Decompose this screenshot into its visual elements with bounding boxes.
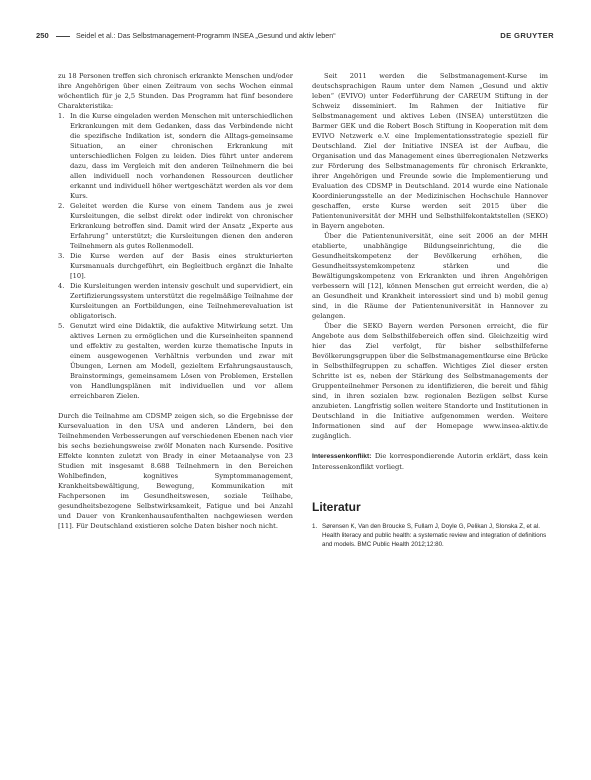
list-item: [58, 281, 293, 321]
list-text: Genutzt wird eine Didaktik, die aufaktive Mitwirkung setzt. Um aktives Lernen zu ermöglichen und die Kurseinheiten spannend und effektiv zu gestalten, werden kurze thematische Inputs in einem ausgewogenen Verhältnis verbunden und zwar mit Übungen, Lernen am Modell, gezieltem Erfahrungsaustausch, Brainstormings, gemeinsamem Lösen von Problemen, Erstellen von Handlungsplänen mit individuellen und vor allem erreichbaren Zielen.: [70, 322, 293, 400]
list-number: 4.: [58, 282, 65, 290]
conflict-label: Interessenkonflikt:: [312, 453, 372, 460]
list-text: Die Kurse werden auf der Basis eines strukturierten Kursmanuals durchgeführt, ein Begleitbuch ergänzt die Inhalte [10].: [70, 252, 293, 280]
conflict-of-interest: [312, 451, 548, 472]
running-title-text: Seidel et al.: Das Selbstmanagement-Programm INSEA „Gesund und aktiv leben“: [76, 31, 336, 40]
publisher-logo: DE GRUYTER: [500, 31, 554, 40]
header-dash: [56, 36, 70, 37]
list-text: In die Kurse eingeladen werden Menschen mit unterschiedlichen Erkrankungen mit dem Gedanken, dass das Verbindende nicht die spezifische Indikation ist, sondern die Alltags-gemeinsame Situation, an einer chronischen Erkrankung mit unterschiedlichen Folgen zu leiden. Dies führt unter anderem dazu, dass im Vergleich mit den anderen Teilnehmern die bei allen individuell noch vorhandenen Ressourcen deutlicher erkannt und individuell höher wertgeschätzt werden als vor dem Kurs.: [70, 112, 293, 200]
conflict-text: Die korrespondierende Autorin erklärt, dass kein Interessenkonflikt vorliegt.: [312, 452, 548, 471]
reference-item: [312, 522, 548, 549]
list-number: 2.: [58, 202, 65, 210]
list-number: 3.: [58, 252, 65, 260]
list-number: 1.: [58, 112, 65, 120]
results-paragraph: Durch die Teilnahme am CDSMP zeigen sich, so die Ergebnisse der Kursevaluation in den USA und anderen Ländern, bei den Teilnehmenden Verbesserungen auf verschiedenen Ebenen nach vier bis sechs beziehungsweise zwölf Monaten nach Kursende. Positive Effekte konnten zuletzt von Brady in einer Metaanalyse von 23 Studien mit insgesamt 8.688 Teilnehmern in den Bereichen Wohlbefinden, kognitives Symptommanagement, Krankheitsbewältigung, Bewegung, Kommunikation mit Fachpersonen im Gesundheitswesen, soziale Teilhabe, gesundheitsbezogene Selbstwirksamkeit, Fatigue und bei Anzahl und Dauer von Krankenhausaufenthalten nachgewiesen werden [11]. Für Deutschland existieren solche Daten bisher noch nicht.: [58, 412, 293, 530]
paragraph-gap: [312, 441, 548, 451]
paragraph-gap: [58, 401, 293, 411]
intro-paragraph: zu 18 Personen treffen sich chronisch erkrankte Menschen und/oder ihre Angehörigen über einen Zeitraum von sechs Wochen einmal wöchentlich für je 2,5 Stunden. Das Programm hat fünf besondere Charakteristika:: [58, 72, 293, 110]
list-text: Die Kursleitungen werden intensiv geschult und supervidiert, ein Zertifizierungssystem unterstützt die regelmäßige Teilnahme der Kursleitungen an Fortbildungen, eine Teilnehmerevaluation ist obligatorisch.: [70, 282, 293, 320]
reference-text: Sørensen K, Van den Broucke S, Fullam J, Doyle G, Pelikan J, Slonska Z, et al. Health literacy and public health: a systematic review and integration of definitions and models. BMC Public Health 2012;12:80.: [322, 523, 547, 548]
references-heading: Literatur: [312, 500, 361, 514]
reference-number: 1.: [312, 523, 318, 530]
page-number: 250: [36, 31, 49, 40]
list-item: [58, 251, 293, 281]
left-column: [58, 71, 293, 531]
list-item: [58, 321, 293, 401]
list-number: 5.: [58, 322, 65, 330]
body-paragraph: Über die Patientenuniversität, eine seit 2006 an der MHH etablierte, unabhängige Bildungseinrichtung, die die Gesundheitskompetenz der Bevölkerung erhöhen, die Gesundheitssystemkompetenz stärken und die Bewältigungskompetenz von Erkrankten und ihren Angehörigen verbessern will [12], können Menschen gut erreicht werden, die a) an Gesundheit und Krankheit interessiert sind und b) mobil genug sind, in die Räume der Patientenuniversität in Hannover zu gelangen.: [312, 232, 548, 320]
characteristics-list: [58, 111, 293, 401]
body-paragraph: Über die SEKO Bayern werden Personen erreicht, die für Angebote aus dem Selbsthilfebereich offen sind. Gleichzeitig wird hier das Ziel verfolgt, für bisher selbsthilfeferne Bevölkerungsgruppen über die Selbstmanagementkurse eine Brücke in Selbsthilfegruppen zu schaffen. Wichtiges Ziel dieser ersten Schritte ist es, neben der Stärkung des Selbstmanagements der Gruppenteilnehmer Personen zu identifizieren, die bereit und fähig sind, in ihren sozialen bzw. regionalen Bezügen selbst Kurse anzubieten. Langfristig sollen weitere Standorte und Institutionen in Deutschland in die Initiative aufgenommen werden. Weitere Informationen sind auf der Homepage www.insea-aktiv.de zugänglich.: [312, 322, 548, 440]
list-item: [58, 111, 293, 201]
list-text: Geleitet werden die Kurse von einem Tandem aus je zwei Kursleitungen, die selbst direkt oder indirekt von chronischer Erkrankung betroffen sind. Damit wird der Ansatz „Experte aus Erfahrung“ unterstützt; die Kursleitungen dienen den anderen Teilnehmern als gutes Rollenmodell.: [70, 202, 293, 250]
right-column: [312, 71, 548, 549]
running-header: [36, 31, 554, 45]
list-item: [58, 201, 293, 251]
running-title: [56, 31, 336, 40]
body-paragraph: Seit 2011 werden die Selbstmanagement-Kurse im deutschsprachigen Raum unter dem Namen „Gesund und aktiv leben“ (EVIVO) unter Federführung der CAREUM Stiftung in der Schweiz disseminiert. Im Rahmen der Initiative für Selbstmanagement und aktives Leben (INSEA) unterstützen die Barmer GEK und die Robert Bosch Stiftung in Kooperation mit dem EVIVO Netzwerk e.V. eine Implementationsstrategie speziell für Deutschland. Ziel der Initiative INSEA ist der Aufbau, die Organisation und das Management eines überregionalen Netzwerks zur Förderung des Selbstmanagements für chronisch Erkrankte, ihrer Angehörigen und Freunde sowie die Implementierung und Evaluation des CDSMP in Deutschland. 2014 wurde eine Nationale Koordinierungsstelle an der Medizinischen Hochschule Hannover geschaffen, erste Kurse werden seit 2015 über die Patientenuniversität der MHH und Selbsthilfekontaktstellen (SEKO) in Bayern angeboten.: [312, 72, 548, 230]
